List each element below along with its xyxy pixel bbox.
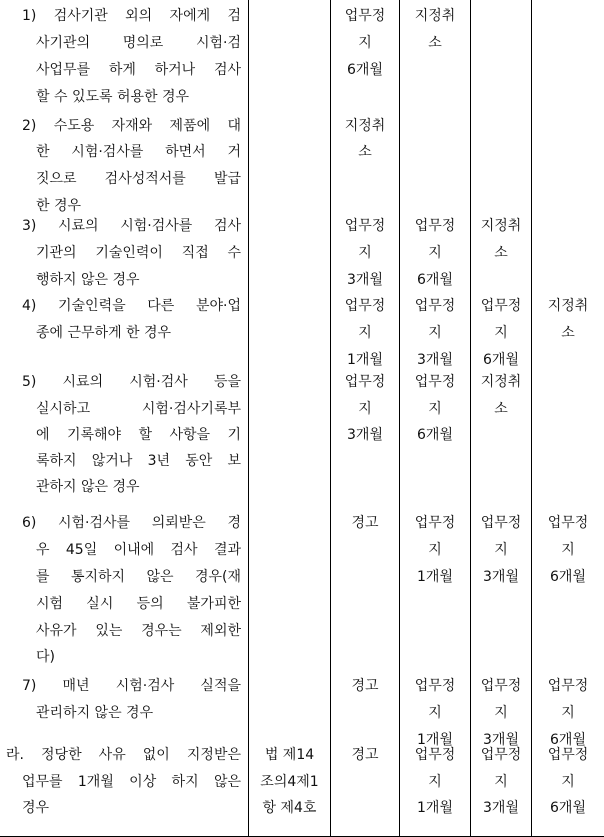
cell-text-line: 업무정 [344,374,386,390]
cell-text-line: 업무정 [547,515,589,531]
table-row [0,508,604,673]
penalty-4th-cell [532,108,604,214]
cell-text-line: 1개월 [347,352,383,368]
cell-text-line: 업무정 [547,678,589,694]
cell-text-line: 지 [358,35,372,51]
cell-text-line: 업무정 [344,218,386,234]
cell-text-line: 6개월 [417,427,453,443]
cell-text-line: 행하지 않은 경우 [36,272,140,288]
penalty-1st-cell [331,508,399,673]
cell-text-line: 7) 매년 시험·검사 실적을 [22,678,241,694]
cell-text-line: 경고 [351,678,379,694]
criteria-cell [0,508,247,673]
cell-text-line: 한 경우 [36,198,82,214]
criteria-cell [0,368,247,508]
penalty-3rd-cell [471,673,531,748]
penalty-1st-cell [331,745,399,837]
cell-text-line: 업무정 [414,374,456,390]
cell-text-line: 2) 수도용 자재와 제품에 대 [22,118,241,134]
cell-text-line: 경고 [351,747,379,763]
cell-text-line: 를 통지하지 않은 경우(재 [36,569,241,585]
cell-text-line: 사유가 있는 경우는 제외한 [36,623,241,639]
cell-text-line: 3개월 [483,569,519,585]
penalty-1st-cell [331,368,399,508]
cell-text-line: 우 45일 이내에 검사 결과 [36,542,241,558]
cell-text-line: 1개월 [417,800,453,816]
cell-text-line: 기관의 기술인력이 직접 수 [36,245,241,261]
cell-text-line: 경고 [351,515,379,531]
cell-text-line: 지 [428,774,442,790]
cell-text-line: 3개월 [483,800,519,816]
cell-text-line: 한 시험·검사를 하면서 거 [36,144,241,160]
cell-text-line: 조의4제1 [260,774,319,790]
column-divider [399,0,400,837]
cell-text-line: 지정취 [414,8,456,24]
cell-text-line: 지 [561,705,575,721]
criteria-cell [0,745,247,837]
cell-text-line: 시험 실시 등의 불가피한 [36,596,241,612]
cell-text-line: 지 [428,401,442,417]
cell-text-line: 6개월 [483,352,519,368]
penalty-1st-cell [331,296,399,368]
table-row [0,214,604,296]
cell-text-line: 업무정 [414,747,456,763]
penalty-3rd-cell [471,108,531,214]
cell-text-line: 소 [358,144,372,160]
legal-basis-cell [249,673,330,745]
cell-text-line: 지 [494,774,508,790]
penalty-1st-cell [331,108,399,214]
cell-text-line: 업무정 [480,678,522,694]
cell-text-line: 실시하고 시험·검사기록부 [36,401,241,417]
cell-text-line: 경우 [22,800,50,816]
cell-text-line: 업무정 [414,515,456,531]
cell-text-line: 3) 시료의 시험·검사를 검사 [22,218,241,234]
cell-text-line: 라. 정당한 사유 없이 지정받은 [6,747,241,763]
cell-text-line: 지 [561,774,575,790]
cell-text-line: 지 [358,245,372,261]
column-divider [248,0,249,837]
cell-text-line: 지 [494,542,508,558]
cell-text-line: 지 [428,245,442,261]
cell-text-line: 업무정 [414,218,456,234]
penalty-1st-cell [331,214,399,296]
cell-text-line: 3개월 [417,352,453,368]
cell-text-line: 업무정 [480,747,522,763]
cell-text-line: 소 [561,325,575,341]
penalty-4th-cell [532,214,604,296]
table-row [0,0,604,108]
criteria-cell [0,214,247,296]
cell-text-line: 업무정 [414,678,456,694]
legal-basis-cell [249,214,330,296]
cell-text-line: 4) 기술인력을 다른 분야·업 [22,298,241,314]
cell-text-line: 짓으로 검사성적서를 발급 [36,171,241,187]
cell-text-line: 관리하지 않은 경우 [36,705,154,721]
criteria-cell [0,673,247,745]
cell-text-line: 1) 검사기관 외의 자에게 검 [22,8,241,24]
legal-basis-cell [249,508,330,673]
legal-basis-cell [249,368,330,508]
penalty-4th-cell [532,673,604,748]
cell-text-line: 지 [358,325,372,341]
cell-text-line: 3개월 [347,427,383,443]
criteria-cell [0,296,247,368]
cell-text-line: 에 기록해야 할 사항을 기 [36,427,241,443]
cell-text-line: 업무정 [547,747,589,763]
cell-text-line: 지 [428,325,442,341]
cell-text-line: 6개월 [550,800,586,816]
column-divider [531,0,532,837]
cell-text-line: 지정취 [480,218,522,234]
cell-text-line: 3개월 [483,732,519,748]
cell-text-line: 1개월 [417,732,453,748]
penalty-4th-cell [532,368,604,508]
cell-text-line: 6개월 [550,732,586,748]
cell-text-line: 사기관의 명의로 시험·검 [36,35,241,51]
cell-text-line: 관하지 않은 경우 [36,479,140,495]
cell-text-line: 지 [428,705,442,721]
cell-text-line: 업무정 [480,515,522,531]
penalty-2nd-cell [400,745,470,837]
table-row [0,368,604,508]
cell-text-line: 업무를 1개월 이상 하지 않은 [22,774,241,790]
cell-text-line: 소 [494,245,508,261]
legal-basis-cell [249,0,330,108]
penalty-4th-cell [532,745,604,837]
table-row [0,296,604,368]
cell-text-line: 지 [428,542,442,558]
penalty-3rd-cell [471,745,531,837]
cell-text-line: 지정취 [344,118,386,134]
penalty-4th-cell [532,508,604,673]
cell-text-line: 지정취 [480,374,522,390]
penalty-2nd-cell [400,108,470,214]
cell-text-line: 6개월 [347,62,383,78]
table-row [0,745,604,837]
penalty-4th-cell [532,296,604,368]
penalty-4th-cell [532,0,604,108]
legal-basis-cell [249,745,330,837]
cell-text-line: 지 [494,325,508,341]
cell-text-line: 6개월 [550,569,586,585]
cell-text-line: 업무정 [414,298,456,314]
cell-text-line: 업무정 [480,298,522,314]
penalty-3rd-cell [471,214,531,296]
cell-text-line: 3개월 [347,272,383,288]
cell-text-line: 록하지 않거나 3년 동안 보 [36,453,241,469]
penalty-3rd-cell [471,508,531,673]
column-divider [330,0,331,837]
penalty-2nd-cell [400,296,470,368]
cell-text-line: 종에 근무하게 한 경우 [36,325,172,341]
cell-text-line: 지 [494,705,508,721]
penalty-2nd-cell [400,368,470,508]
cell-text-line: 지 [561,542,575,558]
cell-text-line: 다) [36,649,55,665]
penalty-3rd-cell [471,296,531,368]
penalty-2nd-cell [400,508,470,673]
cell-text-line: 지 [358,401,372,417]
table-row [0,673,604,748]
cell-text-line: 소 [494,401,508,417]
penalty-3rd-cell [471,0,531,108]
column-divider [470,0,471,837]
legal-basis-cell [249,296,330,368]
cell-text-line: 소 [428,35,442,51]
penalty-2nd-cell [400,0,470,108]
cell-text-line: 6) 시험·검사를 의뢰받은 경 [22,515,241,531]
table-row [0,108,604,214]
penalty-2nd-cell [400,673,470,748]
criteria-cell [0,108,247,214]
cell-text-line: 업무정 [344,8,386,24]
cell-text-line: 항 제4호 [262,800,317,816]
penalty-3rd-cell [471,368,531,508]
cell-text-line: 사업무를 하게 하거나 검사 [36,62,241,78]
penalty-2nd-cell [400,214,470,296]
penalty-1st-cell [331,673,399,745]
cell-text-line: 법 제14 [264,747,315,763]
cell-text-line: 6개월 [417,272,453,288]
penalty-1st-cell [331,0,399,108]
criteria-cell [0,0,247,108]
cell-text-line: 5) 시료의 시험·검사 등을 [22,374,241,390]
cell-text-line: 지정취 [547,298,589,314]
cell-text-line: 1개월 [417,569,453,585]
legal-basis-cell [249,108,330,214]
cell-text-line: 할 수 있도록 허용한 경우 [36,89,190,105]
cell-text-line: 업무정 [344,298,386,314]
